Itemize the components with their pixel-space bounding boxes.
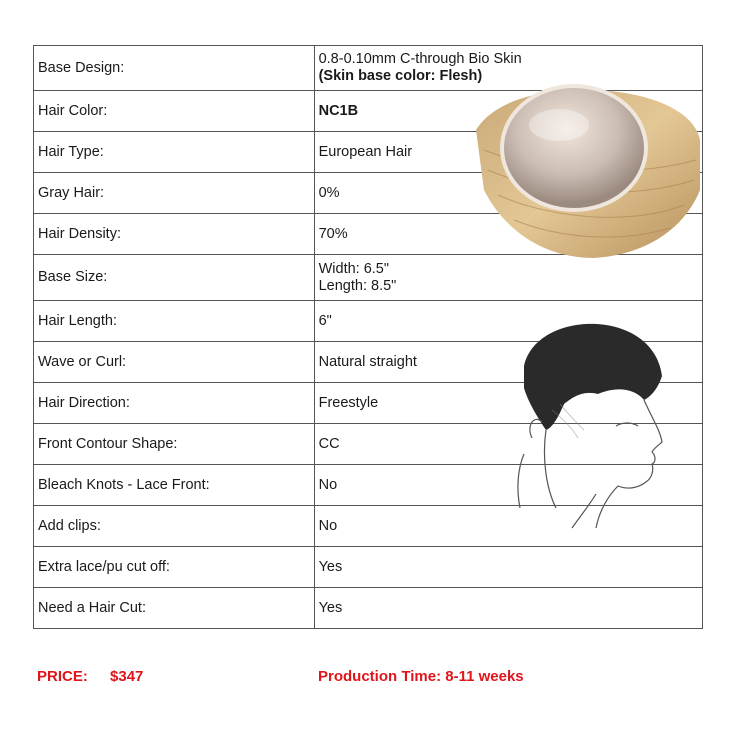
row-value [314, 255, 702, 301]
row-label: Wave or Curl: [34, 342, 315, 383]
row-value: 70% [314, 214, 702, 255]
row-value: No [314, 506, 702, 547]
row-value: Freestyle [314, 383, 702, 424]
table-row [34, 547, 703, 588]
row-label: Hair Direction: [34, 383, 315, 424]
row-label: Hair Color: [34, 91, 315, 132]
row-label: Hair Length: [34, 301, 315, 342]
row-label: Gray Hair: [34, 173, 315, 214]
row-value-line: 0.8-0.10mm C-through Bio Skin [318, 51, 522, 67]
row-label: Base Size: [34, 255, 315, 301]
row-label: Bleach Knots - Lace Front: [34, 465, 315, 506]
row-label: Add clips: [34, 506, 315, 547]
table-row [34, 588, 703, 629]
row-value-line2: Length: 8.5" [318, 277, 397, 294]
row-value: 0% [314, 173, 702, 214]
row-value: No [314, 465, 702, 506]
row-label: Extra lace/pu cut off: [34, 547, 315, 588]
row-value: CC [314, 424, 702, 465]
price-label: PRICE: [37, 668, 88, 685]
head-sketch-image [512, 318, 672, 536]
production-time: Production Time: 8-11 weeks [318, 668, 524, 685]
row-value: 6" [314, 301, 702, 342]
price-value: $347 [110, 668, 144, 685]
table-row [34, 255, 703, 301]
row-label: Front Contour Shape: [34, 424, 315, 465]
row-value: NC1B [314, 91, 702, 132]
row-value: Yes [314, 547, 702, 588]
row-label: Need a Hair Cut: [34, 588, 315, 629]
row-value: Natural straight [314, 342, 702, 383]
hair-system-image [474, 70, 702, 260]
row-label: Hair Density: [34, 214, 315, 255]
row-value: Yes [314, 588, 702, 629]
row-label: Hair Type: [34, 132, 315, 173]
row-value: European Hair [314, 132, 702, 173]
row-label: Base Design: [34, 46, 315, 91]
price-line [37, 668, 143, 685]
row-value-line: Width: 6.5" [318, 260, 390, 277]
row-value-line2: (Skin base color: Flesh) [318, 68, 483, 84]
